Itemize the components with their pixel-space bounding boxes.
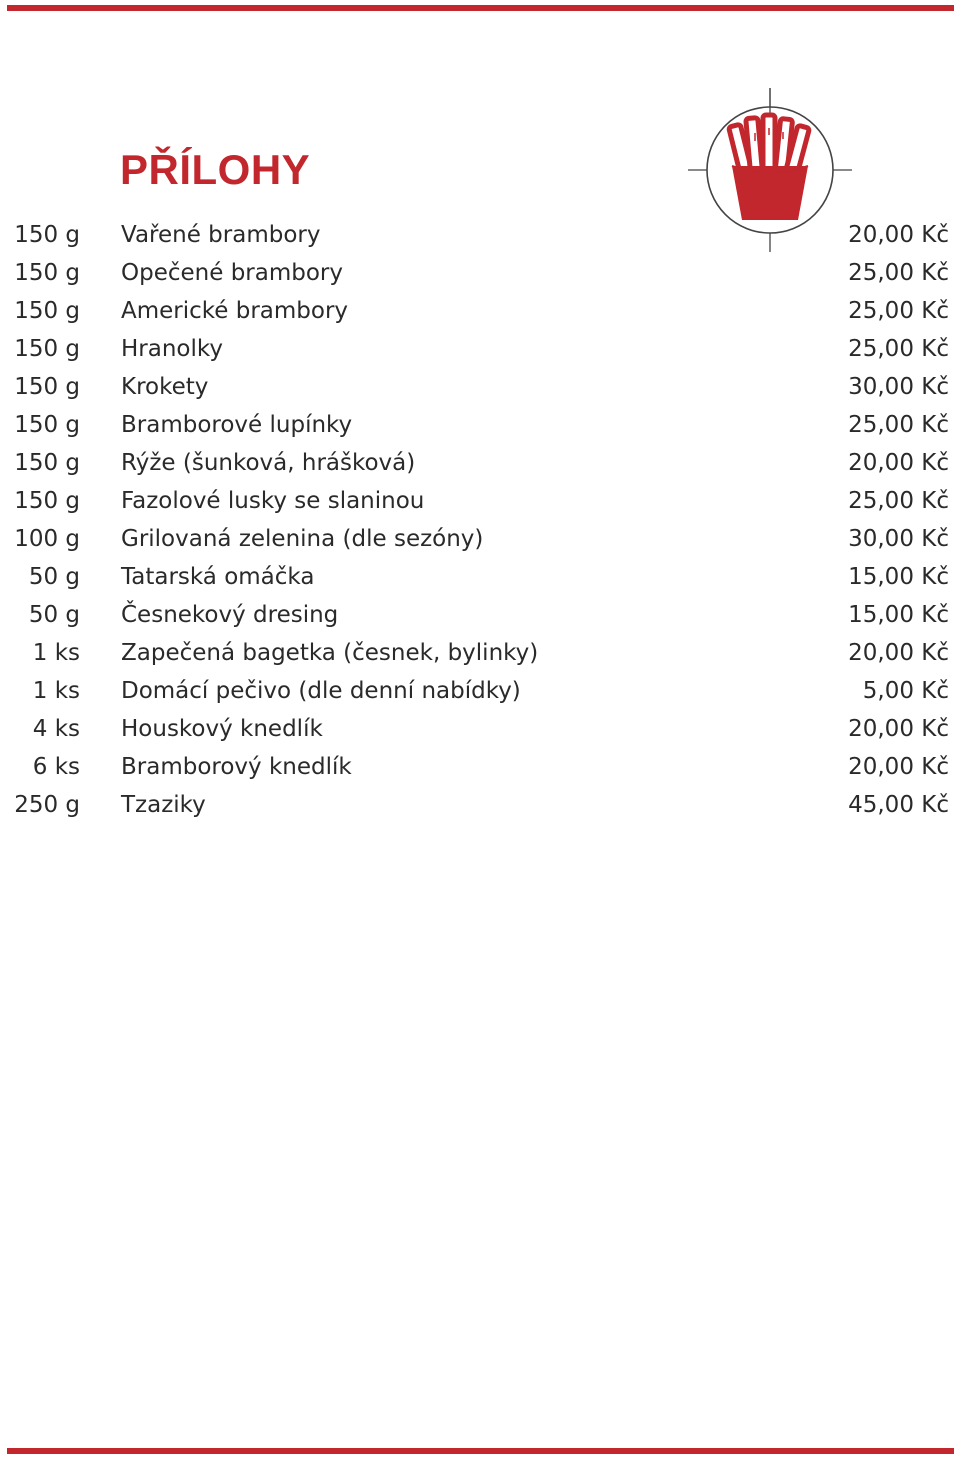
menu-item-row <box>0 444 960 482</box>
menu-item-row <box>0 482 960 520</box>
menu-item-name: Domácí pečivo (dle denní nabídky) <box>121 678 521 704</box>
menu-item-quantity: 150 g <box>14 298 80 324</box>
menu-item-price: 45,00 Kč <box>848 792 949 818</box>
menu-item-price: 20,00 Kč <box>848 222 949 248</box>
menu-item-price: 5,00 Kč <box>862 678 949 704</box>
menu-item-name: Fazolové lusky se slaninou <box>121 488 425 514</box>
menu-item-name: Bramborový knedlík <box>121 754 352 780</box>
menu-item-price: 20,00 Kč <box>848 754 949 780</box>
menu-item-row <box>0 406 960 444</box>
menu-item-quantity: 50 g <box>28 564 80 590</box>
page-title: PŘÍLOHY <box>120 146 311 193</box>
menu-item-quantity: 150 g <box>14 260 80 286</box>
menu-item-name: Tzaziky <box>121 792 206 818</box>
menu-item-row <box>0 634 960 672</box>
menu-item-price: 20,00 Kč <box>848 716 949 742</box>
menu-item-price: 25,00 Kč <box>848 336 949 362</box>
menu-item-row <box>0 596 960 634</box>
menu-item-price: 25,00 Kč <box>848 298 949 324</box>
menu-item-row <box>0 558 960 596</box>
menu-item-quantity: 50 g <box>28 602 80 628</box>
menu-item-row <box>0 786 960 824</box>
menu-item-row <box>0 748 960 786</box>
menu-item-row <box>0 216 960 254</box>
menu-item-price: 30,00 Kč <box>848 526 949 552</box>
menu-item-quantity: 1 ks <box>32 640 80 666</box>
menu-item-name: Grilovaná zelenina (dle sezóny) <box>121 526 484 552</box>
menu-item-name: Tatarská omáčka <box>121 564 315 590</box>
menu-item-price: 15,00 Kč <box>848 602 949 628</box>
menu-item-name: Vařené brambory <box>121 222 321 248</box>
menu-item-name: Krokety <box>121 374 209 400</box>
menu-item-price: 25,00 Kč <box>848 412 949 438</box>
menu-item-price: 20,00 Kč <box>848 450 949 476</box>
menu-item-price: 15,00 Kč <box>848 564 949 590</box>
menu-item-quantity: 150 g <box>14 488 80 514</box>
menu-item-quantity: 100 g <box>14 526 80 552</box>
menu-item-quantity: 150 g <box>14 336 80 362</box>
menu-item-quantity: 250 g <box>14 792 80 818</box>
menu-item-quantity: 6 ks <box>32 754 80 780</box>
menu-item-quantity: 150 g <box>14 450 80 476</box>
menu-item-quantity: 4 ks <box>32 716 80 742</box>
bottom-border <box>7 1448 954 1454</box>
menu-item-quantity: 150 g <box>14 222 80 248</box>
menu-item-row <box>0 330 960 368</box>
menu-item-name: Česnekový dresing <box>121 602 339 628</box>
menu-item-row <box>0 254 960 292</box>
menu-item-name: Houskový knedlík <box>121 716 323 742</box>
menu-item-name: Bramborové lupínky <box>121 412 353 438</box>
menu-item-price: 30,00 Kč <box>848 374 949 400</box>
menu-item-row <box>0 368 960 406</box>
menu-item-quantity: 1 ks <box>32 678 80 704</box>
menu-item-row <box>0 520 960 558</box>
menu-item-name: Americké brambory <box>121 298 349 324</box>
menu-item-name: Zapečená bagetka (česnek, bylinky) <box>121 640 539 666</box>
menu-item-name: Hranolky <box>121 336 223 362</box>
menu-item-price: 20,00 Kč <box>848 640 949 666</box>
menu-item-price: 25,00 Kč <box>848 260 949 286</box>
side-dish-menu <box>0 216 960 824</box>
top-border <box>7 5 954 11</box>
menu-item-quantity: 150 g <box>14 412 80 438</box>
menu-item-price: 25,00 Kč <box>848 488 949 514</box>
menu-item-quantity: 150 g <box>14 374 80 400</box>
menu-item-row <box>0 292 960 330</box>
menu-item-name: Rýže (šunková, hrášková) <box>121 450 416 476</box>
menu-item-name: Opečené brambory <box>121 260 343 286</box>
menu-item-row <box>0 672 960 710</box>
menu-item-row <box>0 710 960 748</box>
